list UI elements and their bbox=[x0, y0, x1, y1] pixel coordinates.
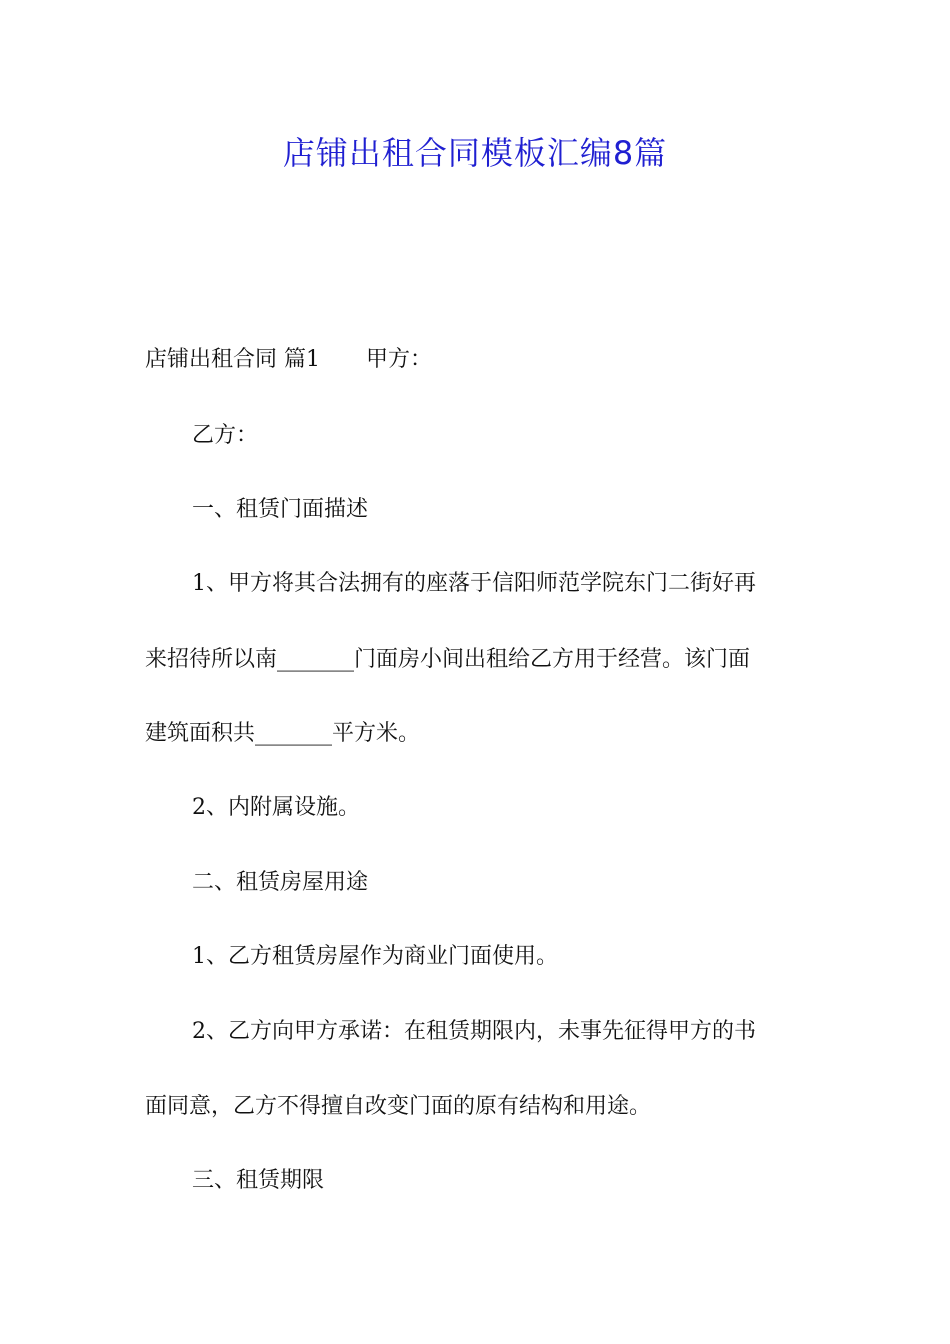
paragraph-line: 面同意，乙方不得擅自改变门面的原有结构和用途。 bbox=[145, 1094, 652, 1119]
party-b-label: 乙方： bbox=[192, 423, 259, 448]
paragraph-line: 2、乙方向甲方承诺：在租赁期限内，未事先征得甲方的书 bbox=[192, 1019, 756, 1044]
paragraph-line: 1、乙方租赁房屋作为商业门面使用。 bbox=[192, 944, 558, 969]
section-heading: 店铺出租合同 篇1 bbox=[145, 347, 320, 372]
party-a-label: 甲方： bbox=[366, 347, 433, 372]
document-title: 店铺出租合同模板汇编8篇 bbox=[282, 134, 668, 172]
paragraph-heading-2: 二、租赁房屋用途 bbox=[192, 870, 369, 895]
paragraph-line: 来招待所以南_______门面房小间出租给乙方用于经营。该门面 bbox=[145, 647, 751, 672]
paragraph-line: 建筑面积共_______平方米。 bbox=[145, 721, 421, 746]
section-heading-line bbox=[145, 342, 810, 378]
paragraph-line: 2、内附属设施。 bbox=[192, 795, 360, 820]
paragraph-heading-3: 三、租赁期限 bbox=[192, 1168, 325, 1193]
paragraph-heading-1: 一、租赁门面描述 bbox=[192, 497, 369, 522]
paragraph-line: 1、甲方将其合法拥有的座落于信阳师范学院东门二街好再 bbox=[192, 571, 756, 596]
